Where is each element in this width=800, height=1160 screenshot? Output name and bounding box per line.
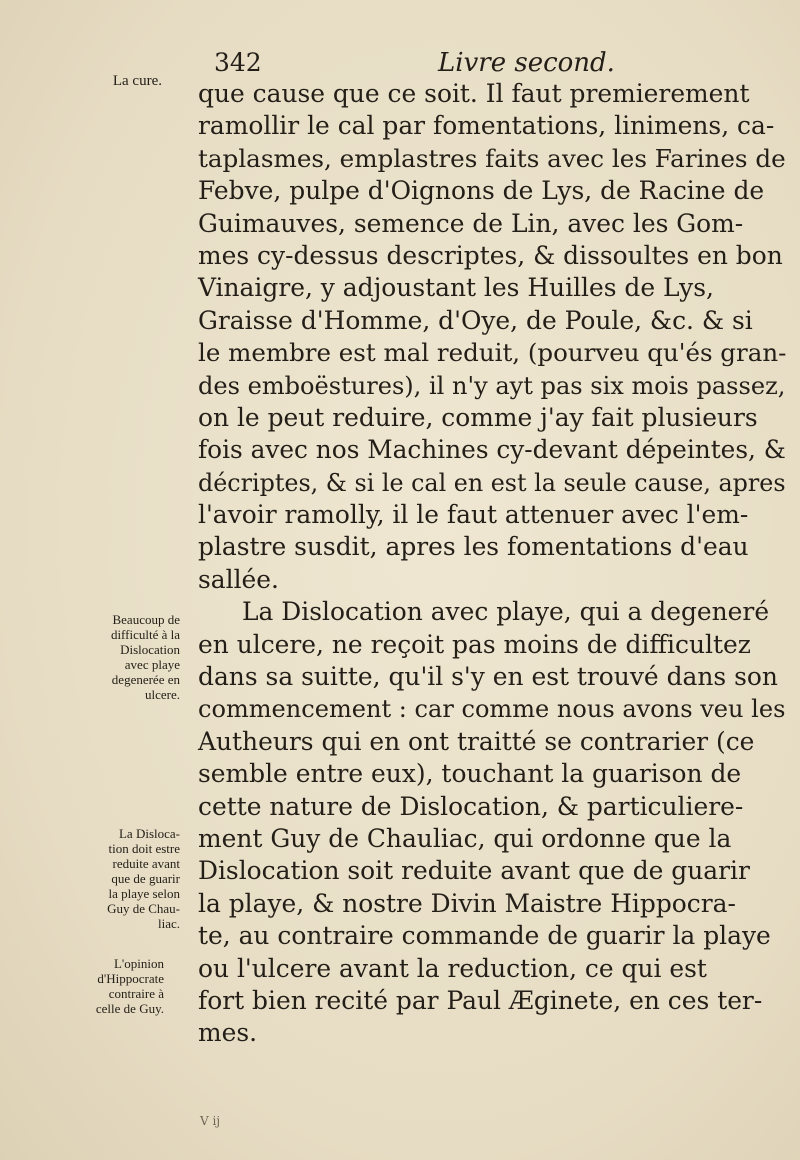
margin-note-line: degenerée en bbox=[111, 672, 180, 687]
text-line: ramollir le cal par fomentations, linimens, ca- bbox=[198, 111, 775, 141]
margin-note-line: contraire à bbox=[108, 986, 164, 1001]
text-line: en ulcere, ne reçoit pas moins de difficultez bbox=[198, 629, 751, 659]
margin-note-line: liac. bbox=[157, 916, 180, 931]
margin-note-line: reduite avant bbox=[112, 856, 180, 871]
margin-note-line: la playe selon bbox=[108, 886, 180, 901]
text-line: décriptes, & si le cal en est la seule cause, apres bbox=[198, 468, 786, 497]
margin-note-guy bbox=[68, 826, 180, 931]
text-line: taplasmes, emplastres faits avec les Farines de bbox=[198, 143, 786, 173]
page-number: 342 bbox=[214, 48, 262, 77]
text-line: La Dislocation avec playe, qui a degeneré bbox=[242, 597, 770, 627]
margin-note-line: L'opinion bbox=[113, 956, 164, 971]
text-line: Vinaigre, y adjoustant les Huilles de Lys, bbox=[198, 273, 714, 303]
margin-note-line: tion doit estre bbox=[108, 841, 180, 856]
margin-note-difficulte bbox=[60, 612, 180, 702]
text-line: Dislocation soit reduite avant que de guarir bbox=[198, 856, 750, 886]
margin-note-line: avec playe bbox=[124, 657, 180, 672]
text-line: plastre susdit, apres les fomentations d'eau bbox=[198, 532, 749, 562]
margin-note-line: La Disloca- bbox=[118, 826, 180, 841]
text-line: mes. bbox=[198, 1018, 258, 1048]
text-line: mes cy-dessus descriptes, & dissoultes en bon bbox=[198, 240, 783, 270]
text-line: fois avec nos Machines cy-devant dépeintes, & bbox=[198, 435, 786, 465]
signature-mark: V ij bbox=[200, 1114, 221, 1128]
margin-note-cure bbox=[84, 74, 162, 89]
text-line: Graisse d'Homme, d'Oye, de Poule, &c. & si bbox=[198, 305, 753, 335]
text-line: l'avoir ramolly, il le faut attenuer avec l'em- bbox=[198, 500, 749, 530]
margin-note-line: difficulté à la bbox=[110, 627, 180, 642]
text-line: ment Guy de Chauliac, qui ordonne que la bbox=[198, 823, 732, 853]
margin-note-hippocrate bbox=[70, 956, 164, 1016]
margin-note-line: d'Hippocrate bbox=[97, 971, 164, 986]
text-line: fort bien recité par Paul Æginete, en ces ter- bbox=[198, 985, 763, 1015]
margin-note-line: Dislocation bbox=[120, 642, 180, 657]
text-line: dans sa suitte, qu'il s'y en est trouvé dans son bbox=[198, 662, 778, 692]
margin-note-line: La cure. bbox=[112, 73, 162, 89]
margin-note-line: que de guarir bbox=[111, 871, 180, 886]
text-line: te, au contraire commande de guarir la playe bbox=[198, 921, 771, 951]
margin-note-line: Guy de Chau- bbox=[107, 901, 180, 916]
text-line: semble entre eux), touchant la guarison de bbox=[198, 759, 742, 789]
body-text bbox=[198, 78, 788, 1050]
margin-note-line: ulcere. bbox=[144, 687, 180, 702]
margin-note-line: celle de Guy. bbox=[95, 1001, 164, 1016]
text-line: des emboëstures), il n'y ayt pas six mois passez, bbox=[198, 371, 786, 400]
text-line: commencement : car comme nous avons veu les bbox=[198, 695, 786, 724]
text-line: on le peut reduire, comme j'ay fait plusieurs bbox=[198, 402, 758, 432]
text-line: que cause que ce soit. Il faut premierement bbox=[198, 79, 750, 108]
text-line: Guimauves, semence de Lin, avec les Gom- bbox=[198, 208, 744, 238]
text-line: la playe, & nostre Divin Maistre Hippocra- bbox=[198, 888, 736, 918]
text-line: le membre est mal reduit, (pourveu qu'és gran- bbox=[198, 338, 787, 368]
running-title: Livre second. bbox=[438, 48, 615, 78]
text-line: Febve, pulpe d'Oignons de Lys, de Racine de bbox=[198, 176, 765, 206]
margin-note-line: Beaucoup de bbox=[112, 612, 180, 627]
text-line: ou l'ulcere avant la reduction, ce qui est bbox=[198, 953, 707, 983]
text-line: sallée. bbox=[198, 564, 279, 594]
text-line: Autheurs qui en ont traitté se contrarier (ce bbox=[198, 726, 755, 756]
text-line: cette nature de Dislocation, & particuliere- bbox=[198, 791, 744, 821]
